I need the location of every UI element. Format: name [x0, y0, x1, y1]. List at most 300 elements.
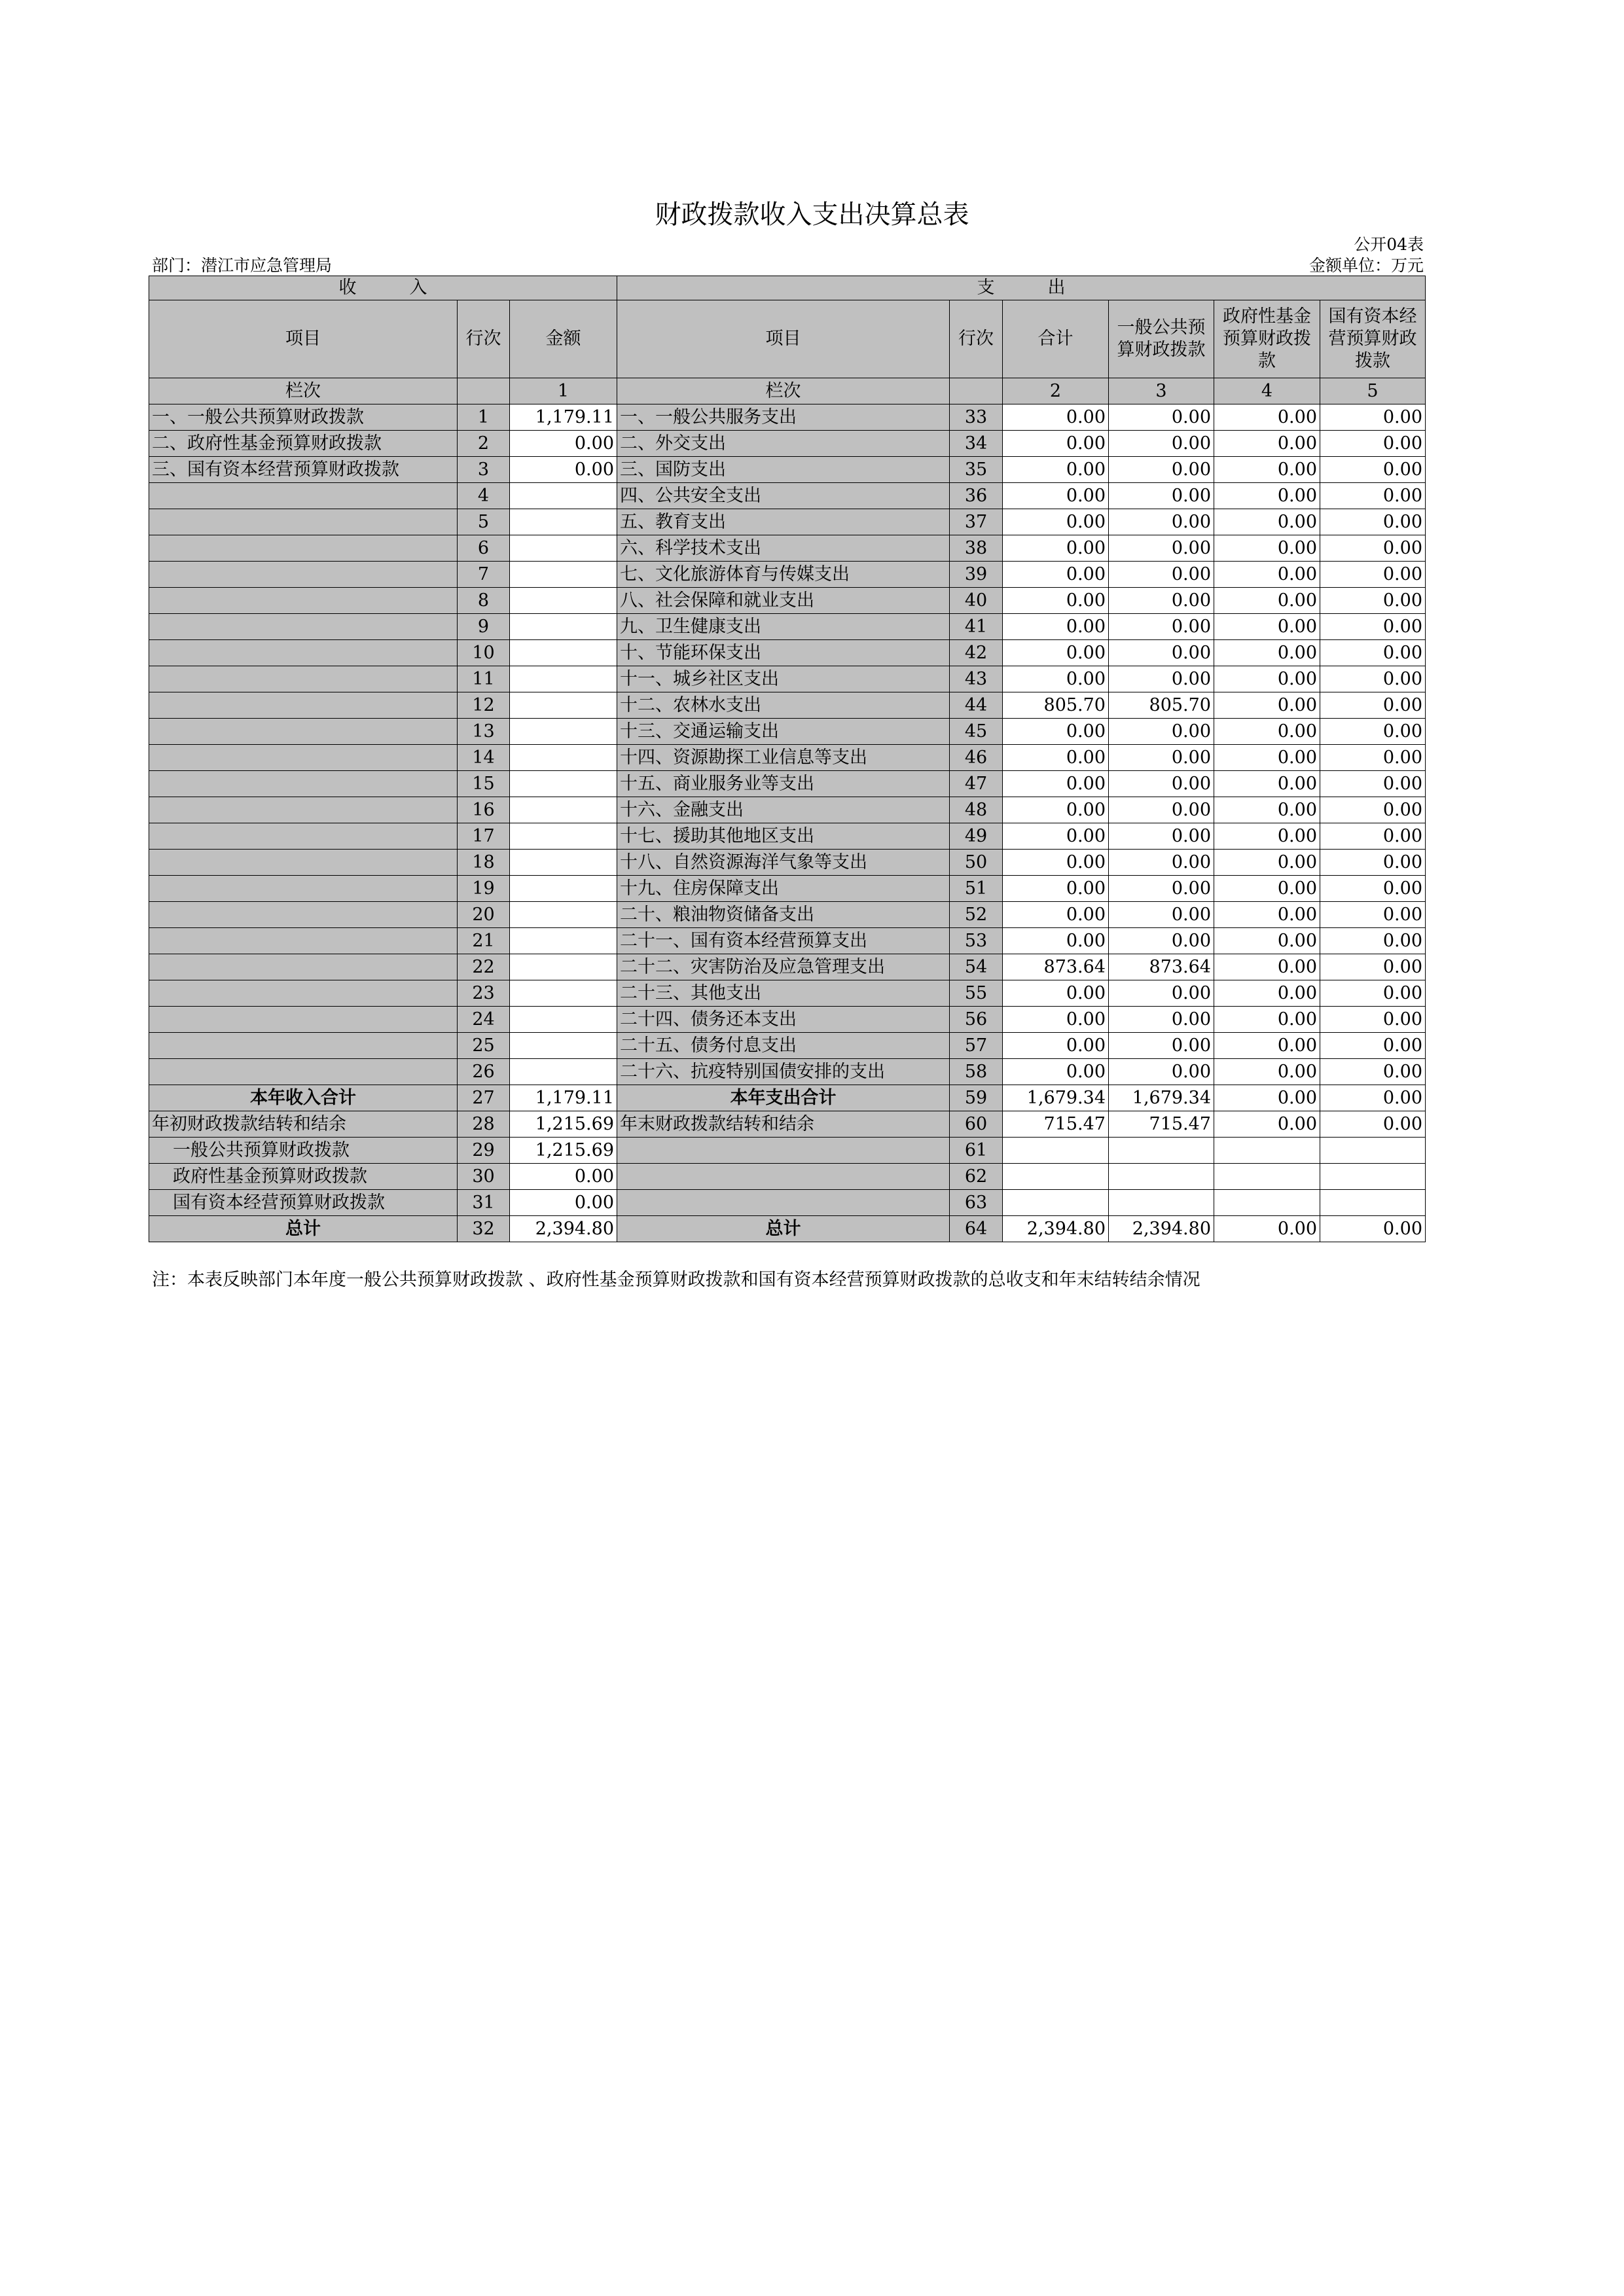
- expense-total: 0.00: [1003, 640, 1109, 666]
- unit-label: 金额单位：万元: [1308, 256, 1424, 275]
- expense-row-no: 51: [950, 876, 1003, 902]
- expense-row-no: 43: [950, 666, 1003, 692]
- col-income-amount: 金额: [510, 300, 617, 378]
- income-row-no: 13: [458, 719, 510, 745]
- table-row: [149, 1059, 1426, 1085]
- expense-general: 0.00: [1109, 666, 1214, 692]
- expense-item-name: 五、教育支出: [617, 509, 950, 535]
- income-row-no: 21: [458, 928, 510, 954]
- income-amount: [510, 562, 617, 588]
- expense-general: 1,679.34: [1109, 1085, 1214, 1111]
- col-income-row: 行次: [458, 300, 510, 378]
- index-blank: [458, 378, 510, 404]
- expense-item-name: 六、科学技术支出: [617, 535, 950, 562]
- income-item-name: 国有资本经营预算财政拨款: [149, 1190, 458, 1216]
- expense-state: 0.00: [1320, 614, 1426, 640]
- income-amount: [510, 640, 617, 666]
- expense-general: 0.00: [1109, 797, 1214, 823]
- table-row: [149, 823, 1426, 850]
- income-row-no: 17: [458, 823, 510, 850]
- expense-fund: 0.00: [1214, 404, 1320, 431]
- income-item-name: [149, 588, 458, 614]
- expense-row-no: 63: [950, 1190, 1003, 1216]
- expense-fund: 0.00: [1214, 876, 1320, 902]
- col-expense-item: 项目: [617, 300, 950, 378]
- expense-total: [1003, 1164, 1109, 1190]
- income-item-name: [149, 1059, 458, 1085]
- income-amount: 1,179.11: [510, 1085, 617, 1111]
- header-row-section: [149, 276, 1426, 300]
- expense-state: 0.00: [1320, 1033, 1426, 1059]
- income-row-no: 27: [458, 1085, 510, 1111]
- expense-item-name: 十三、交通运输支出: [617, 719, 950, 745]
- expense-general: 0.00: [1109, 850, 1214, 876]
- income-amount: 0.00: [510, 457, 617, 483]
- income-item-name: [149, 640, 458, 666]
- expense-row-no: 57: [950, 1033, 1003, 1059]
- income-amount: 0.00: [510, 1190, 617, 1216]
- income-row-no: 28: [458, 1111, 510, 1138]
- table-row: [149, 509, 1426, 535]
- expense-total: 715.47: [1003, 1111, 1109, 1138]
- expense-total: 0.00: [1003, 431, 1109, 457]
- table-row: [149, 457, 1426, 483]
- expense-item-name: 二十二、灾害防治及应急管理支出: [617, 954, 950, 980]
- expense-total: 0.00: [1003, 850, 1109, 876]
- expense-row-no: 62: [950, 1164, 1003, 1190]
- department-label: 部门：潜江市应急管理局: [152, 256, 333, 275]
- expense-row-no: 36: [950, 483, 1003, 509]
- expense-fund: 0.00: [1214, 535, 1320, 562]
- income-row-no: 29: [458, 1138, 510, 1164]
- expense-row-no: 48: [950, 797, 1003, 823]
- expense-fund: 0.00: [1214, 614, 1320, 640]
- form-number: 公开04表: [1354, 235, 1424, 254]
- income-amount: 2,394.80: [510, 1216, 617, 1242]
- expense-total: 0.00: [1003, 902, 1109, 928]
- expense-row-no: 64: [950, 1216, 1003, 1242]
- expense-fund: 0.00: [1214, 954, 1320, 980]
- expense-general: 0.00: [1109, 535, 1214, 562]
- expense-header: 支 出: [617, 276, 1426, 300]
- expense-total: 0.00: [1003, 771, 1109, 797]
- income-row-no: 7: [458, 562, 510, 588]
- income-row-no: 22: [458, 954, 510, 980]
- table-row: [149, 1033, 1426, 1059]
- expense-row-no: 61: [950, 1138, 1003, 1164]
- expense-state: 0.00: [1320, 483, 1426, 509]
- income-amount: [510, 1007, 617, 1033]
- income-row-no: 1: [458, 404, 510, 431]
- expense-total: 0.00: [1003, 483, 1109, 509]
- income-amount: 0.00: [510, 1164, 617, 1190]
- expense-fund: 0.00: [1214, 431, 1320, 457]
- expense-fund: 0.00: [1214, 850, 1320, 876]
- table-row: [149, 588, 1426, 614]
- expense-general: 0.00: [1109, 928, 1214, 954]
- income-row-no: 31: [458, 1190, 510, 1216]
- expense-total: 0.00: [1003, 1059, 1109, 1085]
- expense-fund: 0.00: [1214, 562, 1320, 588]
- expense-general: 0.00: [1109, 509, 1214, 535]
- expense-general: 0.00: [1109, 980, 1214, 1007]
- expense-row-no: 34: [950, 431, 1003, 457]
- expense-fund: 0.00: [1214, 1085, 1320, 1111]
- expense-fund: 0.00: [1214, 1059, 1320, 1085]
- col-expense-row: 行次: [950, 300, 1003, 378]
- footnote: 注：本表反映部门本年度一般公共预算财政拨款 、政府性基金预算财政拨款和国有资本经营预算财政拨款的总收支和年末结转结余情况: [152, 1270, 1200, 1290]
- expense-item-name: 二十三、其他支出: [617, 980, 950, 1007]
- income-amount: [510, 483, 617, 509]
- income-item-name: [149, 719, 458, 745]
- income-item-name: [149, 850, 458, 876]
- income-amount: [510, 535, 617, 562]
- income-amount: [510, 588, 617, 614]
- expense-fund: 0.00: [1214, 823, 1320, 850]
- income-row-no: 32: [458, 1216, 510, 1242]
- expense-general: 0.00: [1109, 1059, 1214, 1085]
- income-item-name: [149, 1007, 458, 1033]
- income-item-name: [149, 562, 458, 588]
- income-item-name: [149, 666, 458, 692]
- expense-row-no: 42: [950, 640, 1003, 666]
- expense-fund: 0.00: [1214, 1111, 1320, 1138]
- table-row: [149, 535, 1426, 562]
- expense-fund: 0.00: [1214, 797, 1320, 823]
- expense-row-no: 55: [950, 980, 1003, 1007]
- expense-general: [1109, 1164, 1214, 1190]
- expense-item-name: 十六、金融支出: [617, 797, 950, 823]
- expense-item-name: 一、一般公共服务支出: [617, 404, 950, 431]
- expense-row-no: 54: [950, 954, 1003, 980]
- expense-state: 0.00: [1320, 797, 1426, 823]
- expense-general: 873.64: [1109, 954, 1214, 980]
- col-expense-state: 国有资本经营预算财政拨款: [1320, 300, 1426, 378]
- table-row: [149, 980, 1426, 1007]
- table-row: [149, 666, 1426, 692]
- expense-row-no: 38: [950, 535, 1003, 562]
- income-item-name: [149, 745, 458, 771]
- table-row: [149, 745, 1426, 771]
- carryover-sub-row: [149, 1138, 1426, 1164]
- expense-state: 0.00: [1320, 823, 1426, 850]
- income-item-name: [149, 771, 458, 797]
- income-row-no: 16: [458, 797, 510, 823]
- expense-item-name: [617, 1190, 950, 1216]
- table-row: [149, 850, 1426, 876]
- expense-state: [1320, 1164, 1426, 1190]
- income-item-name: 一、一般公共预算财政拨款: [149, 404, 458, 431]
- income-item-name: [149, 509, 458, 535]
- expense-fund: 0.00: [1214, 719, 1320, 745]
- income-row-no: 14: [458, 745, 510, 771]
- index-5: 5: [1320, 378, 1426, 404]
- expense-state: 0.00: [1320, 1059, 1426, 1085]
- expense-item-name: 三、国防支出: [617, 457, 950, 483]
- income-item-name: 年初财政拨款结转和结余: [149, 1111, 458, 1138]
- carryover-row: [149, 1111, 1426, 1138]
- income-row-no: 25: [458, 1033, 510, 1059]
- expense-item-name: 十七、援助其他地区支出: [617, 823, 950, 850]
- income-row-no: 2: [458, 431, 510, 457]
- expense-total: 0.00: [1003, 1007, 1109, 1033]
- expense-general: 0.00: [1109, 431, 1214, 457]
- income-amount: [510, 902, 617, 928]
- expense-total: 2,394.80: [1003, 1216, 1109, 1242]
- income-row-no: 30: [458, 1164, 510, 1190]
- expense-general: 0.00: [1109, 404, 1214, 431]
- table-row: [149, 692, 1426, 719]
- expense-fund: 0.00: [1214, 928, 1320, 954]
- income-row-no: 18: [458, 850, 510, 876]
- table-row: [149, 404, 1426, 431]
- expense-general: 0.00: [1109, 588, 1214, 614]
- expense-general: 0.00: [1109, 719, 1214, 745]
- expense-state: 0.00: [1320, 640, 1426, 666]
- expense-fund: 0.00: [1214, 457, 1320, 483]
- expense-general: 2,394.80: [1109, 1216, 1214, 1242]
- header-row-index: [149, 378, 1426, 404]
- page-title: 财政拨款收入支出决算总表: [655, 200, 969, 230]
- expense-total: 873.64: [1003, 954, 1109, 980]
- expense-total: 0.00: [1003, 457, 1109, 483]
- income-item-name: [149, 614, 458, 640]
- table-row: [149, 719, 1426, 745]
- expense-state: [1320, 1138, 1426, 1164]
- income-row-no: 9: [458, 614, 510, 640]
- header-row-columns: [149, 300, 1426, 378]
- expense-row-no: 33: [950, 404, 1003, 431]
- col-expense-fund: 政府性基金预算财政拨款: [1214, 300, 1320, 378]
- income-row-no: 10: [458, 640, 510, 666]
- table-row: [149, 483, 1426, 509]
- table-row: [149, 614, 1426, 640]
- expense-state: 0.00: [1320, 1111, 1426, 1138]
- expense-state: 0.00: [1320, 666, 1426, 692]
- income-item-name: 政府性基金预算财政拨款: [149, 1164, 458, 1190]
- income-row-no: 4: [458, 483, 510, 509]
- table-row: [149, 640, 1426, 666]
- expense-fund: [1214, 1138, 1320, 1164]
- expense-item-name: 本年支出合计: [617, 1085, 950, 1111]
- income-header: 收 入: [149, 276, 617, 300]
- expense-total: 805.70: [1003, 692, 1109, 719]
- expense-item-name: 十五、商业服务业等支出: [617, 771, 950, 797]
- expense-total: 0.00: [1003, 404, 1109, 431]
- income-amount: [510, 771, 617, 797]
- expense-fund: 0.00: [1214, 588, 1320, 614]
- table-row: [149, 797, 1426, 823]
- expense-item-name: [617, 1164, 950, 1190]
- index-4: 4: [1214, 378, 1320, 404]
- expense-item-name: 二、外交支出: [617, 431, 950, 457]
- expense-item-name: 二十、粮油物资储备支出: [617, 902, 950, 928]
- expense-total: 0.00: [1003, 509, 1109, 535]
- expense-row-no: 44: [950, 692, 1003, 719]
- expense-fund: 0.00: [1214, 483, 1320, 509]
- index-3: 3: [1109, 378, 1214, 404]
- expense-total: 0.00: [1003, 719, 1109, 745]
- expense-total: 0.00: [1003, 928, 1109, 954]
- expense-state: 0.00: [1320, 928, 1426, 954]
- income-amount: [510, 614, 617, 640]
- expense-fund: [1214, 1164, 1320, 1190]
- income-amount: [510, 928, 617, 954]
- income-amount: [510, 954, 617, 980]
- total-row: [149, 1216, 1426, 1242]
- expense-total: 0.00: [1003, 614, 1109, 640]
- expense-fund: 0.00: [1214, 980, 1320, 1007]
- income-row-no: 8: [458, 588, 510, 614]
- income-amount: 1,179.11: [510, 404, 617, 431]
- expense-state: 0.00: [1320, 719, 1426, 745]
- expense-row-no: 45: [950, 719, 1003, 745]
- income-amount: 1,215.69: [510, 1138, 617, 1164]
- table-row: [149, 928, 1426, 954]
- expense-total: [1003, 1138, 1109, 1164]
- expense-row-no: 40: [950, 588, 1003, 614]
- expense-state: 0.00: [1320, 509, 1426, 535]
- table-row: [149, 562, 1426, 588]
- income-amount: [510, 797, 617, 823]
- income-item-name: 三、国有资本经营预算财政拨款: [149, 457, 458, 483]
- table-row: [149, 954, 1426, 980]
- income-item-name: [149, 876, 458, 902]
- expense-state: 0.00: [1320, 771, 1426, 797]
- expense-state: 0.00: [1320, 1216, 1426, 1242]
- income-amount: [510, 719, 617, 745]
- expense-item-name: 十二、农林水支出: [617, 692, 950, 719]
- expense-state: [1320, 1190, 1426, 1216]
- expense-item-name: 四、公共安全支出: [617, 483, 950, 509]
- income-item-name: 本年收入合计: [149, 1085, 458, 1111]
- expense-item-name: 十、节能环保支出: [617, 640, 950, 666]
- table-body: [149, 276, 1426, 1242]
- income-amount: [510, 980, 617, 1007]
- expense-general: 0.00: [1109, 640, 1214, 666]
- expense-fund: 0.00: [1214, 666, 1320, 692]
- expense-total: 0.00: [1003, 876, 1109, 902]
- expense-total: 0.00: [1003, 562, 1109, 588]
- income-item-name: [149, 902, 458, 928]
- expense-item-name: [617, 1138, 950, 1164]
- expense-total: 0.00: [1003, 980, 1109, 1007]
- income-item-name: [149, 1033, 458, 1059]
- expense-state: 0.00: [1320, 404, 1426, 431]
- expense-total: 0.00: [1003, 1033, 1109, 1059]
- expense-state: 0.00: [1320, 1007, 1426, 1033]
- expense-state: 0.00: [1320, 692, 1426, 719]
- expense-item-name: 十一、城乡社区支出: [617, 666, 950, 692]
- expense-row-no: 49: [950, 823, 1003, 850]
- expense-fund: 0.00: [1214, 509, 1320, 535]
- expense-item-name: 八、社会保障和就业支出: [617, 588, 950, 614]
- table-row: [149, 902, 1426, 928]
- income-item-name: 二、政府性基金预算财政拨款: [149, 431, 458, 457]
- income-row-no: 6: [458, 535, 510, 562]
- expense-general: 0.00: [1109, 483, 1214, 509]
- expense-total: 0.00: [1003, 535, 1109, 562]
- expense-item-name: 十四、资源勘探工业信息等支出: [617, 745, 950, 771]
- expense-item-name: 七、文化旅游体育与传媒支出: [617, 562, 950, 588]
- index-label-expense: 栏次: [617, 378, 950, 404]
- expense-state: 0.00: [1320, 457, 1426, 483]
- expense-row-no: 50: [950, 850, 1003, 876]
- expense-general: 0.00: [1109, 902, 1214, 928]
- income-row-no: 12: [458, 692, 510, 719]
- expense-total: [1003, 1190, 1109, 1216]
- income-row-no: 5: [458, 509, 510, 535]
- expense-state: 0.00: [1320, 431, 1426, 457]
- income-row-no: 19: [458, 876, 510, 902]
- income-item-name: [149, 954, 458, 980]
- expense-row-no: 47: [950, 771, 1003, 797]
- income-row-no: 15: [458, 771, 510, 797]
- expense-row-no: 56: [950, 1007, 1003, 1033]
- income-row-no: 24: [458, 1007, 510, 1033]
- expense-fund: [1214, 1190, 1320, 1216]
- expense-general: [1109, 1138, 1214, 1164]
- expense-total: 0.00: [1003, 745, 1109, 771]
- expense-total: 0.00: [1003, 823, 1109, 850]
- expense-row-no: 60: [950, 1111, 1003, 1138]
- expense-item-name: 总计: [617, 1216, 950, 1242]
- expense-general: 0.00: [1109, 457, 1214, 483]
- income-amount: [510, 692, 617, 719]
- income-row-no: 11: [458, 666, 510, 692]
- expense-state: 0.00: [1320, 902, 1426, 928]
- expense-item-name: 二十六、抗疫特别国债安排的支出: [617, 1059, 950, 1085]
- expense-fund: 0.00: [1214, 1216, 1320, 1242]
- expense-fund: 0.00: [1214, 902, 1320, 928]
- expense-state: 0.00: [1320, 745, 1426, 771]
- col-expense-general: 一般公共预算财政拨款: [1109, 300, 1214, 378]
- income-item-name: [149, 928, 458, 954]
- expense-state: 0.00: [1320, 562, 1426, 588]
- income-item-name: 总计: [149, 1216, 458, 1242]
- expense-general: 0.00: [1109, 562, 1214, 588]
- expense-general: 0.00: [1109, 614, 1214, 640]
- budget-table: [149, 276, 1426, 1242]
- carryover-sub-row: [149, 1190, 1426, 1216]
- expense-state: 0.00: [1320, 850, 1426, 876]
- expense-general: 0.00: [1109, 771, 1214, 797]
- income-amount: [510, 666, 617, 692]
- expense-fund: 0.00: [1214, 640, 1320, 666]
- income-item-name: [149, 692, 458, 719]
- expense-fund: 0.00: [1214, 771, 1320, 797]
- expense-state: 0.00: [1320, 876, 1426, 902]
- income-item-name: [149, 823, 458, 850]
- expense-general: 0.00: [1109, 823, 1214, 850]
- expense-total: 0.00: [1003, 666, 1109, 692]
- expense-row-no: 35: [950, 457, 1003, 483]
- table-row: [149, 771, 1426, 797]
- income-amount: [510, 509, 617, 535]
- expense-row-no: 52: [950, 902, 1003, 928]
- col-expense-total: 合计: [1003, 300, 1109, 378]
- expense-item-name: 二十五、债务付息支出: [617, 1033, 950, 1059]
- expense-fund: 0.00: [1214, 1007, 1320, 1033]
- expense-item-name: 年末财政拨款结转和结余: [617, 1111, 950, 1138]
- expense-general: 715.47: [1109, 1111, 1214, 1138]
- expense-row-no: 39: [950, 562, 1003, 588]
- income-amount: [510, 745, 617, 771]
- expense-general: 0.00: [1109, 1033, 1214, 1059]
- col-income-item: 项目: [149, 300, 458, 378]
- expense-state: 0.00: [1320, 980, 1426, 1007]
- income-item-name: [149, 797, 458, 823]
